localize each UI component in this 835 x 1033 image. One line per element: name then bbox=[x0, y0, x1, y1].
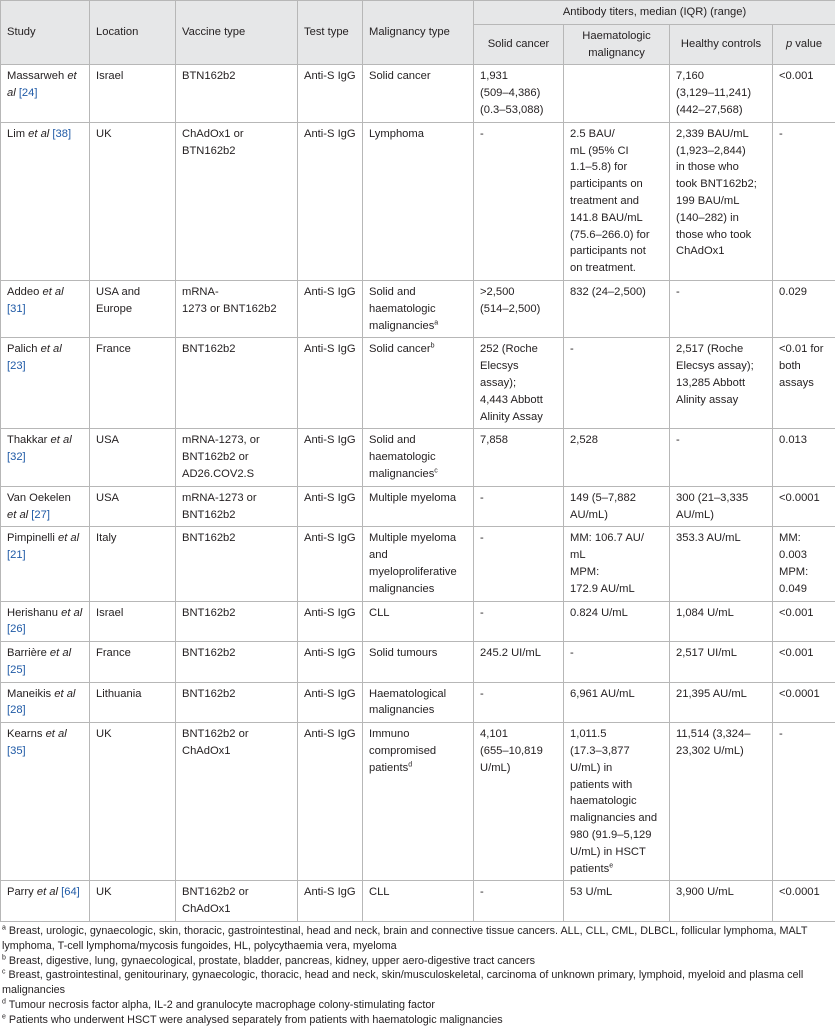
cell-malignancy-type bbox=[363, 881, 474, 922]
cell-vaccine-type bbox=[176, 527, 298, 601]
cell-healthy-controls bbox=[670, 280, 773, 337]
study-reference-link[interactable]: [64] bbox=[61, 886, 80, 899]
cell-malignancy-type bbox=[363, 429, 474, 486]
cell-location bbox=[90, 527, 176, 601]
header-row-top bbox=[1, 1, 835, 25]
malignancy-text: CLL bbox=[369, 606, 390, 619]
p-value: - bbox=[779, 728, 783, 741]
malignancy-text: Haematological malignancies bbox=[369, 687, 447, 717]
study-reference-link[interactable]: [24] bbox=[18, 87, 38, 100]
cell-location bbox=[90, 338, 176, 429]
p-italic: p bbox=[785, 38, 793, 51]
cell-test-type bbox=[298, 723, 363, 881]
study-etal: et al bbox=[49, 647, 72, 660]
haematologic-value: 2.5 BAU/ mL (95% CI 1.1–5.8) for participants on treatment and 141.8 BAU/mL (75.6–266.0) for participants not on treatment. bbox=[570, 127, 650, 275]
cell-malignancy-type bbox=[363, 486, 474, 527]
cell-p-value bbox=[773, 682, 835, 723]
haematologic-value: 6,961 AU/mL bbox=[570, 687, 635, 700]
cell-test-type-text: Anti-S IgG bbox=[304, 606, 356, 619]
cell-vaccine-type bbox=[176, 338, 298, 429]
footnote-text: Patients who underwent HSCT were analysed separately from patients with haematologic malignancies bbox=[8, 1013, 503, 1026]
table-row bbox=[1, 723, 835, 881]
malignancy-text: CLL bbox=[369, 886, 390, 899]
cell-vaccine-type bbox=[176, 429, 298, 486]
cell-location bbox=[90, 642, 176, 683]
cell-vaccine-type-text: BNT162b2 bbox=[182, 532, 236, 545]
healthy-controls-value: - bbox=[676, 285, 680, 298]
cell-vaccine-type bbox=[176, 280, 298, 337]
study-reference-link[interactable]: [31] bbox=[7, 302, 26, 315]
cell-p-value bbox=[773, 338, 835, 429]
cell-healthy-controls bbox=[670, 881, 773, 922]
cell-test-type bbox=[298, 486, 363, 527]
cell-test-type-text: Anti-S IgG bbox=[304, 434, 356, 447]
cell-p-value bbox=[773, 527, 835, 601]
study-etal: et al bbox=[28, 127, 50, 140]
p-value: <0.0001 bbox=[779, 886, 820, 899]
study-etal: et al bbox=[45, 728, 67, 741]
cell-vaccine-type-text: mRNA-1273, or BNT162b2 or AD26.COV2.S bbox=[182, 434, 260, 480]
haematologic-value: 53 U/mL bbox=[570, 886, 613, 899]
footnote-marker: b bbox=[2, 954, 6, 962]
cell-test-type-text: Anti-S IgG bbox=[304, 886, 356, 899]
cell-location-text: Lithuania bbox=[96, 687, 142, 700]
footnote-text: Breast, digestive, lung, gynaecological, prostate, bladder, pancreas, kidney, upper aero-digestive tract cancers bbox=[8, 954, 536, 967]
study-author: Massarweh bbox=[7, 70, 65, 83]
cell-haematologic-malignancy bbox=[564, 429, 670, 486]
p-value: - bbox=[779, 127, 783, 140]
header-location: Location bbox=[90, 1, 176, 65]
footnote-marker: a bbox=[2, 924, 6, 932]
p-value: <0.0001 bbox=[779, 491, 820, 504]
cell-haematologic-malignancy bbox=[564, 122, 670, 280]
table-row bbox=[1, 527, 835, 601]
study-reference-link[interactable]: [21] bbox=[7, 549, 26, 562]
cell-test-type-text: Anti-S IgG bbox=[304, 532, 356, 545]
cell-haematologic-malignancy bbox=[564, 723, 670, 881]
cell-location-text: UK bbox=[96, 886, 112, 899]
cell-malignancy-type bbox=[363, 723, 474, 881]
cell-malignancy-type bbox=[363, 601, 474, 642]
study-author: Lim bbox=[7, 127, 26, 140]
study-etal: et al bbox=[7, 508, 29, 521]
cell-vaccine-type-text: ChAdOx1 or BTN162b2 bbox=[182, 127, 244, 157]
solid-cancer-value: - bbox=[480, 886, 484, 899]
haematologic-value: 0.824 U/mL bbox=[570, 606, 628, 619]
cell-location-text: USA and Europe bbox=[96, 285, 141, 315]
healthy-controls-value: 7,160 (3,129–11,241) (442–27,568) bbox=[676, 70, 752, 116]
cell-p-value bbox=[773, 429, 835, 486]
solid-cancer-value: - bbox=[480, 491, 484, 504]
haematologic-value: 2,528 bbox=[570, 434, 598, 447]
cell-location bbox=[90, 682, 176, 723]
header-vaccine-type: Vaccine type bbox=[176, 1, 298, 65]
header-study: Study bbox=[1, 1, 90, 65]
cell-location-text: France bbox=[96, 647, 131, 660]
haematologic-value: - bbox=[570, 647, 574, 660]
cell-location-text: Israel bbox=[96, 606, 124, 619]
malignancy-text: Immuno compromised patients bbox=[369, 728, 437, 774]
cell-test-type bbox=[298, 65, 363, 122]
cell-test-type-text: Anti-S IgG bbox=[304, 728, 356, 741]
footnotes bbox=[0, 922, 835, 1028]
cell-solid-cancer bbox=[474, 280, 564, 337]
footnote-mark: e bbox=[609, 861, 614, 869]
cell-study bbox=[1, 486, 90, 527]
cell-haematologic-malignancy bbox=[564, 65, 670, 122]
header-antibody-titers: Antibody titers, median (IQR) (range) bbox=[474, 1, 835, 25]
cell-haematologic-malignancy bbox=[564, 682, 670, 723]
cell-p-value bbox=[773, 642, 835, 683]
table-row bbox=[1, 338, 835, 429]
malignancy-text: Multiple myeloma bbox=[369, 491, 457, 504]
cell-location-text: USA bbox=[96, 491, 120, 504]
cell-solid-cancer bbox=[474, 429, 564, 486]
footnote-marker: e bbox=[2, 1013, 6, 1021]
cell-solid-cancer bbox=[474, 65, 564, 122]
cell-test-type bbox=[298, 280, 363, 337]
cell-healthy-controls bbox=[670, 338, 773, 429]
cell-p-value bbox=[773, 723, 835, 881]
cell-study bbox=[1, 65, 90, 122]
cell-location bbox=[90, 429, 176, 486]
cell-vaccine-type-text: BNT162b2 bbox=[182, 343, 236, 356]
p-value: <0.001 bbox=[779, 647, 814, 660]
footnote-item bbox=[2, 998, 833, 1013]
cell-haematologic-malignancy bbox=[564, 280, 670, 337]
healthy-controls-value: 2,517 (Roche Elecsys assay); 13,285 Abbott Alinity assay bbox=[676, 343, 754, 406]
cell-study bbox=[1, 881, 90, 922]
table-row bbox=[1, 65, 835, 122]
healthy-controls-value: 2,339 BAU/mL (1,923–2,844) in those who took BNT162b2; 199 BAU/mL (140–282) in those who took ChAdOx1 bbox=[676, 127, 757, 258]
solid-cancer-value: 7,858 bbox=[480, 434, 508, 447]
malignancy-text: Solid and haematologic malignancies bbox=[369, 434, 436, 480]
cell-test-type bbox=[298, 527, 363, 601]
healthy-controls-value: - bbox=[676, 434, 680, 447]
table-row bbox=[1, 601, 835, 642]
cell-healthy-controls bbox=[670, 429, 773, 486]
footnote-text: Breast, gastrointestinal, genitourinary, gynaecologic, thoracic, head and neck, skin/musculoskeletal, carcinoma of unknown primary, lymphoid, myeloid and plasma cell malignancies bbox=[2, 969, 804, 997]
cell-healthy-controls bbox=[670, 682, 773, 723]
cell-vaccine-type bbox=[176, 122, 298, 280]
footnote-text: Breast, urologic, gynaecologic, skin, thoracic, gastrointestinal, head and neck, brain and connective tissue cancers. ALL, CLL, CML, DLBCL, follicular lymphoma, MALT lymphoma, T-cell lymphoma/mycosis fungoides, HL, polycythaemia vera, myeloma bbox=[2, 925, 808, 952]
footnote-item bbox=[2, 924, 833, 954]
malignancy-text: Multiple myeloma and myeloproliferative malignancies bbox=[369, 532, 457, 595]
cell-malignancy-type bbox=[363, 338, 474, 429]
footnote-mark: a bbox=[434, 318, 439, 326]
cell-location bbox=[90, 881, 176, 922]
table-row bbox=[1, 486, 835, 527]
cell-malignancy-type bbox=[363, 642, 474, 683]
cell-study bbox=[1, 338, 90, 429]
malignancy-text: Solid cancer bbox=[369, 343, 431, 356]
footnote-mark: d bbox=[408, 761, 413, 769]
cell-healthy-controls bbox=[670, 723, 773, 881]
cell-test-type-text: Anti-S IgG bbox=[304, 70, 356, 83]
cell-solid-cancer bbox=[474, 486, 564, 527]
footnote-item bbox=[2, 1013, 833, 1028]
cell-test-type-text: Anti-S IgG bbox=[304, 687, 356, 700]
cell-test-type-text: Anti-S IgG bbox=[304, 647, 356, 660]
solid-cancer-value: 252 (Roche Elecsys assay); 4,443 Abbott Alinity Assay bbox=[480, 343, 543, 423]
healthy-controls-value: 1,084 U/mL bbox=[676, 606, 734, 619]
solid-cancer-value: - bbox=[480, 606, 484, 619]
cell-healthy-controls bbox=[670, 65, 773, 122]
cell-location-text: UK bbox=[96, 127, 112, 140]
table-row bbox=[1, 429, 835, 486]
solid-cancer-value: - bbox=[480, 532, 484, 545]
study-author: Pimpinelli bbox=[7, 532, 55, 545]
table-row bbox=[1, 280, 835, 337]
solid-cancer-value: 1,931 (509–4,386) (0.3–53,088) bbox=[480, 70, 544, 116]
cell-vaccine-type-text: BNT162b2 or ChAdOx1 bbox=[182, 886, 249, 916]
cell-vaccine-type bbox=[176, 65, 298, 122]
cell-location bbox=[90, 723, 176, 881]
footnote-marker: d bbox=[2, 998, 6, 1006]
healthy-controls-value: 353.3 AU/mL bbox=[676, 532, 741, 545]
cell-p-value bbox=[773, 65, 835, 122]
footnote-mark: c bbox=[434, 467, 438, 475]
cell-study bbox=[1, 527, 90, 601]
cell-vaccine-type bbox=[176, 881, 298, 922]
cell-healthy-controls bbox=[670, 486, 773, 527]
cell-vaccine-type bbox=[176, 642, 298, 683]
cell-vaccine-type-text: BNT162b2 bbox=[182, 606, 236, 619]
table-row bbox=[1, 122, 835, 280]
cell-vaccine-type-text: BNT162b2 or ChAdOx1 bbox=[182, 728, 249, 758]
cell-location-text: France bbox=[96, 343, 131, 356]
study-author: Van Oekelen bbox=[7, 491, 71, 504]
study-reference-link[interactable]: [32] bbox=[7, 451, 26, 464]
haematologic-value: - bbox=[570, 343, 574, 356]
haematologic-value: 1,011.5 (17.3–3,877 U/mL) in patients with haematologic malignancies and 980 (91.9–5,129 U/mL) in HSCT patients bbox=[570, 728, 658, 875]
cell-location-text: Israel bbox=[96, 70, 124, 83]
study-author: Kearns bbox=[7, 728, 43, 741]
footnote-item bbox=[2, 954, 833, 969]
cell-healthy-controls bbox=[670, 601, 773, 642]
cell-test-type bbox=[298, 429, 363, 486]
cell-haematologic-malignancy bbox=[564, 881, 670, 922]
cell-test-type bbox=[298, 122, 363, 280]
solid-cancer-value: 245.2 UI/mL bbox=[480, 647, 541, 660]
cell-study bbox=[1, 642, 90, 683]
cell-p-value bbox=[773, 486, 835, 527]
study-author: Palich bbox=[7, 343, 38, 356]
cell-study bbox=[1, 723, 90, 881]
header-solid-cancer: Solid cancer bbox=[474, 24, 564, 65]
haematologic-value: 149 (5–7,882 AU/mL) bbox=[570, 491, 636, 521]
study-reference-link[interactable]: [25] bbox=[7, 663, 26, 676]
study-reference-link[interactable]: [27] bbox=[31, 508, 50, 521]
cell-vaccine-type bbox=[176, 601, 298, 642]
cell-test-type-text: Anti-S IgG bbox=[304, 285, 356, 298]
study-reference-link[interactable]: [38] bbox=[52, 127, 72, 140]
malignancy-text: Solid tumours bbox=[369, 647, 438, 660]
cell-solid-cancer bbox=[474, 527, 564, 601]
footnote-mark: b bbox=[430, 342, 435, 350]
cell-study bbox=[1, 429, 90, 486]
study-etal: et al bbox=[40, 343, 62, 356]
solid-cancer-value: >2,500 (514–2,500) bbox=[480, 285, 541, 315]
cell-test-type bbox=[298, 601, 363, 642]
healthy-controls-value: 11,514 (3,324– 23,302 U/mL) bbox=[676, 728, 751, 758]
cell-p-value bbox=[773, 881, 835, 922]
study-reference-link[interactable]: [26] bbox=[7, 623, 26, 636]
cell-location-text: UK bbox=[96, 728, 112, 741]
cell-solid-cancer bbox=[474, 601, 564, 642]
healthy-controls-value: 21,395 AU/mL bbox=[676, 687, 747, 700]
cell-malignancy-type bbox=[363, 122, 474, 280]
healthy-controls-value: 2,517 UI/mL bbox=[676, 647, 737, 660]
cell-location bbox=[90, 122, 176, 280]
cell-vaccine-type-text: mRNA-1273 or BNT162b2 bbox=[182, 491, 257, 521]
cell-solid-cancer bbox=[474, 723, 564, 881]
cell-healthy-controls bbox=[670, 527, 773, 601]
cell-malignancy-type bbox=[363, 65, 474, 122]
footnote-text: Tumour necrosis factor alpha, IL-2 and granulocyte macrophage colony-stimulating factor bbox=[8, 999, 436, 1012]
cell-haematologic-malignancy bbox=[564, 486, 670, 527]
cell-solid-cancer bbox=[474, 881, 564, 922]
study-etal: et al bbox=[42, 285, 64, 298]
study-author: Maneikis bbox=[7, 687, 52, 700]
study-reference-link[interactable]: [35] bbox=[7, 745, 26, 758]
cell-p-value bbox=[773, 122, 835, 280]
cell-haematologic-malignancy bbox=[564, 642, 670, 683]
p-value: <0.0001 bbox=[779, 687, 820, 700]
cell-test-type bbox=[298, 682, 363, 723]
cell-vaccine-type bbox=[176, 682, 298, 723]
footnote-marker: c bbox=[2, 968, 6, 976]
footnote-item bbox=[2, 968, 833, 998]
table-row bbox=[1, 682, 835, 723]
malignancy-text: Lymphoma bbox=[369, 127, 424, 140]
haematologic-value: MM: 106.7 AU/ mL MPM: 172.9 AU/mL bbox=[570, 532, 644, 595]
cell-haematologic-malignancy bbox=[564, 601, 670, 642]
cell-healthy-controls bbox=[670, 642, 773, 683]
p-value: <0.01 for both assays bbox=[779, 343, 824, 389]
cell-vaccine-type-text: BTN162b2 bbox=[182, 70, 236, 83]
cell-healthy-controls bbox=[670, 122, 773, 280]
p-value: MM: 0.003 MPM: 0.049 bbox=[779, 532, 809, 595]
study-author: Parry bbox=[7, 886, 34, 899]
malignancy-text: Solid and haematologic malignancies bbox=[369, 285, 436, 332]
cell-malignancy-type bbox=[363, 682, 474, 723]
header-p-value bbox=[773, 24, 835, 65]
p-value: 0.013 bbox=[779, 434, 807, 447]
table-body bbox=[1, 65, 835, 922]
cell-test-type bbox=[298, 338, 363, 429]
healthy-controls-value: 3,900 U/mL bbox=[676, 886, 734, 899]
malignancy-text: Solid cancer bbox=[369, 70, 431, 83]
cell-study bbox=[1, 601, 90, 642]
cell-study bbox=[1, 122, 90, 280]
cell-haematologic-malignancy bbox=[564, 338, 670, 429]
cell-p-value bbox=[773, 280, 835, 337]
cell-solid-cancer bbox=[474, 682, 564, 723]
cell-test-type-text: Anti-S IgG bbox=[304, 491, 356, 504]
study-reference-link[interactable]: [23] bbox=[7, 360, 26, 373]
header-haematologic-malignancy: Haematologic malignancy bbox=[564, 24, 670, 65]
cell-study bbox=[1, 280, 90, 337]
header-malignancy-type: Malignancy type bbox=[363, 1, 474, 65]
cell-solid-cancer bbox=[474, 338, 564, 429]
p-value: 0.029 bbox=[779, 285, 807, 298]
cell-malignancy-type bbox=[363, 527, 474, 601]
cell-haematologic-malignancy bbox=[564, 527, 670, 601]
cell-test-type-text: Anti-S IgG bbox=[304, 127, 356, 140]
cell-location bbox=[90, 280, 176, 337]
cell-location-text: Italy bbox=[96, 532, 117, 545]
cell-test-type bbox=[298, 642, 363, 683]
cell-malignancy-type bbox=[363, 280, 474, 337]
cell-test-type-text: Anti-S IgG bbox=[304, 343, 356, 356]
cell-test-type bbox=[298, 881, 363, 922]
study-reference-link[interactable]: [28] bbox=[7, 704, 26, 717]
study-author: Addeo bbox=[7, 285, 40, 298]
cell-p-value bbox=[773, 601, 835, 642]
p-value-suffix: value bbox=[792, 38, 823, 51]
table-row bbox=[1, 881, 835, 922]
study-author: Barrière bbox=[7, 647, 47, 660]
cell-vaccine-type bbox=[176, 486, 298, 527]
cell-vaccine-type-text: BNT162b2 bbox=[182, 647, 236, 660]
cell-location bbox=[90, 486, 176, 527]
solid-cancer-value: - bbox=[480, 127, 484, 140]
cell-location bbox=[90, 601, 176, 642]
header-test-type: Test type bbox=[298, 1, 363, 65]
study-etal: et al bbox=[61, 606, 83, 619]
p-value: <0.001 bbox=[779, 70, 814, 83]
table-row bbox=[1, 642, 835, 683]
study-etal: et al bbox=[50, 434, 72, 447]
study-etal: et al bbox=[57, 532, 80, 545]
study-author: Herishanu bbox=[7, 606, 58, 619]
haematologic-value: 832 (24–2,500) bbox=[570, 285, 646, 298]
study-author: Thakkar bbox=[7, 434, 48, 447]
healthy-controls-value: 300 (21–3,335 AU/mL) bbox=[676, 491, 749, 521]
cell-study bbox=[1, 682, 90, 723]
study-etal: et al bbox=[7, 70, 77, 100]
study-etal: et al bbox=[54, 687, 76, 700]
cell-solid-cancer bbox=[474, 642, 564, 683]
solid-cancer-value: - bbox=[480, 687, 484, 700]
cell-location-text: USA bbox=[96, 434, 120, 447]
cell-vaccine-type-text: BNT162b2 bbox=[182, 687, 236, 700]
cell-vaccine-type-text: mRNA- 1273 or BNT162b2 bbox=[182, 285, 277, 315]
cell-location bbox=[90, 65, 176, 122]
header-healthy-controls: Healthy controls bbox=[670, 24, 773, 65]
study-etal: et al bbox=[36, 886, 58, 899]
cell-solid-cancer bbox=[474, 122, 564, 280]
p-value: <0.001 bbox=[779, 606, 814, 619]
cell-vaccine-type bbox=[176, 723, 298, 881]
solid-cancer-value: 4,101 (655–10,819 U/mL) bbox=[480, 728, 543, 774]
